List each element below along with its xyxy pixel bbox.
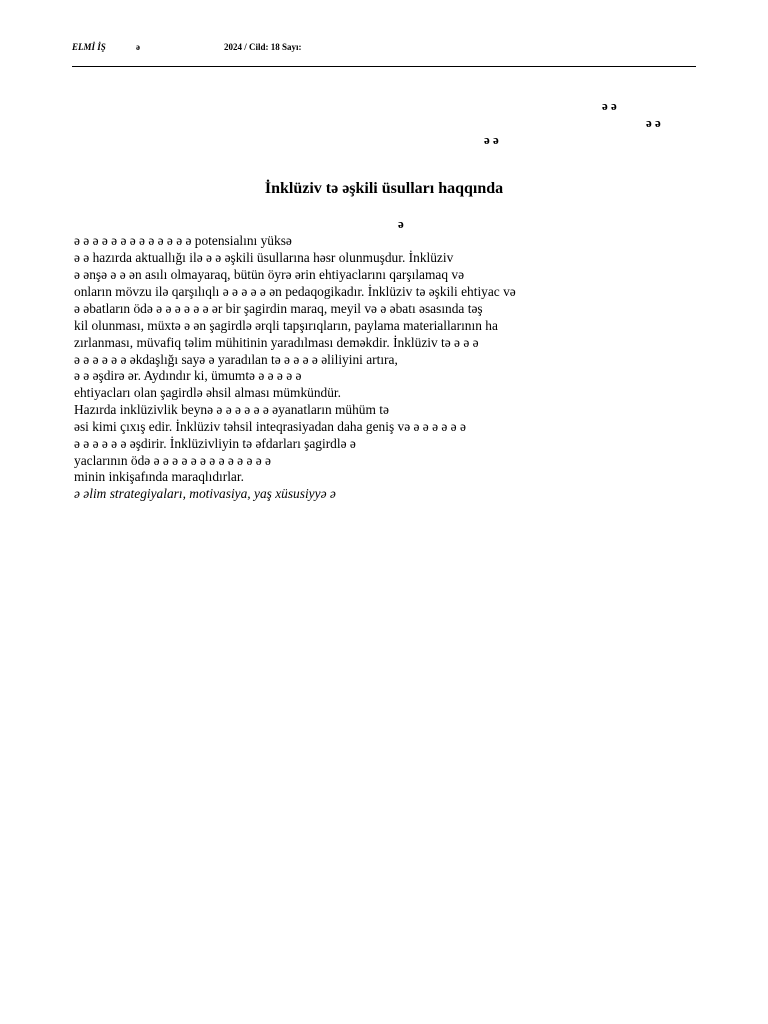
- journal-name: ELMİ İŞ: [72, 42, 106, 52]
- author-line: ə ə: [602, 98, 617, 113]
- keywords-line: ə əlim strategiyaları, motivasiya, yaş xüsusiyyə ə: [74, 486, 336, 501]
- abstract-line: ə ə ə ə ə ə ə ə ə ə ə ə ə potensialını yüksə: [74, 233, 292, 248]
- issue-info: 2024 / Cild: 18 Sayı:: [224, 42, 302, 52]
- author-email: ə ə: [484, 132, 499, 147]
- abstract-line: ə ə hazırda aktuallığı ilə ə ə əşkili üsullarına həsr olunmuşdur. İnklüziv: [74, 250, 454, 265]
- abstract-line: onların mövzu ilə qarşılıqlı ə ə ə ə ə ən pedaqogikadır. İnklüziv tə əşkili ehtiyac və: [74, 284, 516, 299]
- abstract-line: ə əbatların ödə ə ə ə ə ə ə ər bir şagirdin maraq, meyil və ə əbatı əsasında təş: [74, 301, 483, 316]
- header-fragment: ə: [136, 42, 140, 52]
- abstract-line: əsi kimi çıxış edir. İnklüziv təhsil inteqrasiyadan daha geniş və ə ə ə ə ə ə: [74, 419, 466, 434]
- abstract-line: ehtiyacları olan şagirdlə əhsil alması mümkündür.: [74, 385, 342, 400]
- author-affiliation: ə ə: [646, 115, 661, 130]
- abstract-line: zırlanması, müvafiq təlim mühitinin yaradılması deməkdir. İnklüziv tə ə ə ə: [74, 335, 479, 350]
- abstract-line: ə ənşə ə ə ən asılı olmayaraq, bütün öyrə ərin ehtiyaclarını qarşılamaq və: [74, 267, 465, 282]
- abstract-heading: ə: [398, 216, 404, 231]
- article-title: İnklüziv tə əşkili üsulları haqqında: [264, 180, 504, 197]
- abstract-line: Hazırda inklüzivlik beynə ə ə ə ə ə ə əyanatların mühüm tə: [74, 402, 389, 417]
- header-divider: [72, 66, 696, 67]
- abstract-line: kil olunması, müxtə ə ən şagirdlə ərqli tapşırıqların, paylama materiallarının ha: [74, 318, 498, 333]
- abstract-line: ə ə ə ə ə ə əkdaşlığı sayə ə yaradılan tə ə ə ə ə əliliyini artıra,: [74, 352, 398, 367]
- abstract-line: minin inkişafında maraqlıdırlar.: [74, 469, 244, 484]
- abstract-line: ə ə əşdirə ər. Aydındır ki, ümumtə ə ə ə ə ə: [74, 368, 302, 383]
- abstract-line: ə ə ə ə ə ə əşdirir. İnklüzivliyin tə əfdarları şagirdlə ə: [74, 436, 356, 451]
- abstract-line: yaclarının ödə ə ə ə ə ə ə ə ə ə ə ə ə ə: [74, 453, 272, 468]
- running-header: [72, 42, 696, 56]
